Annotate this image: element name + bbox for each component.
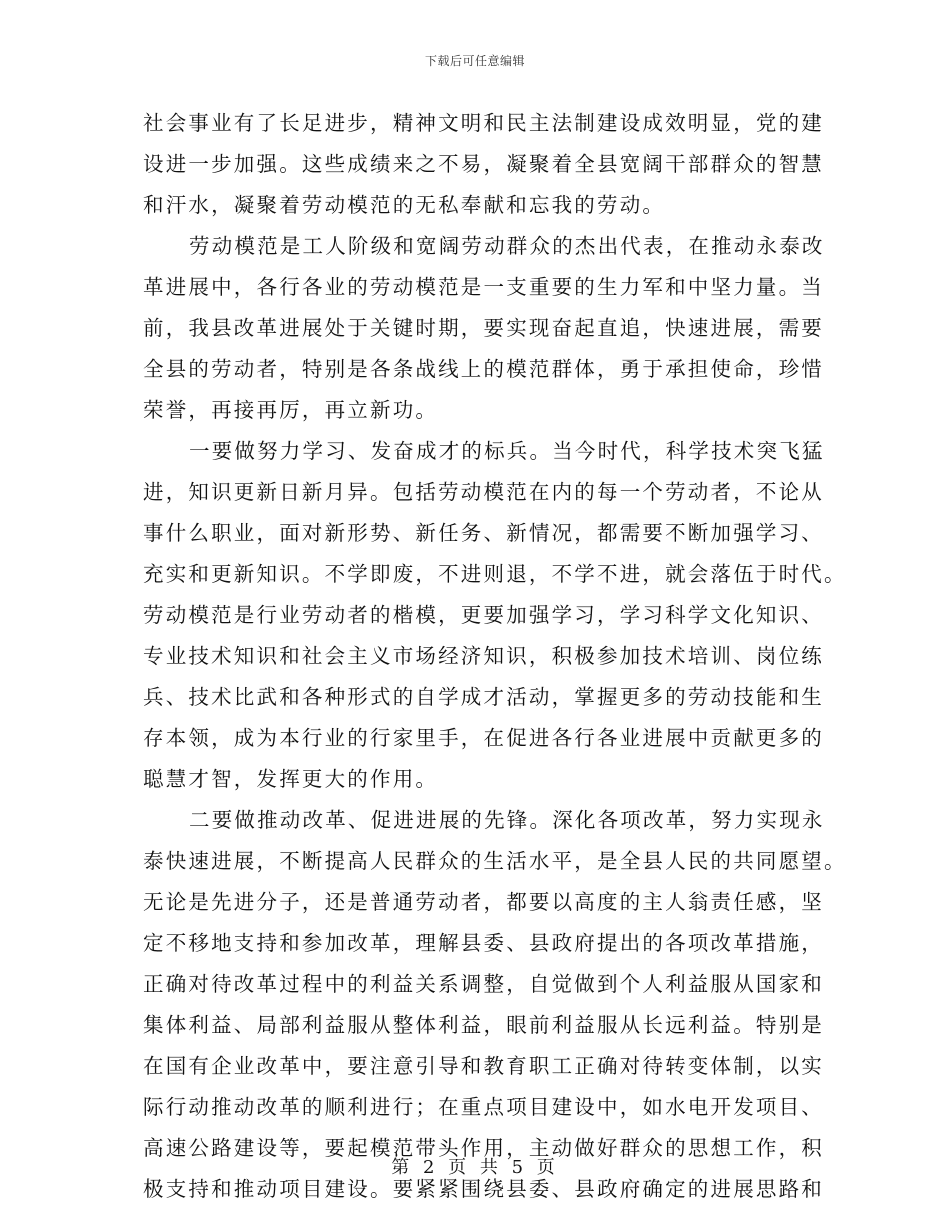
text-line: 兵、技术比武和各种形式的自学成才活动，掌握更多的劳动技能和生: [143, 685, 824, 709]
text-line: 事什么职业，面对新形势、新任务、新情况，都需要不断加强学习、: [143, 521, 824, 545]
text-line: 存本领，成为本行业的行家里手，在促进各行各业进展中贡献更多的: [143, 726, 824, 750]
text-line: 专业技术知识和社会主义市场经济知识，积极参加技术培训、岗位练: [143, 644, 824, 668]
text-line: 在国有企业改革中，要注意引导和教育职工正确对待转变体制，以实: [143, 1054, 824, 1078]
text-line: 泰快速进展，不断提高人民群众的生活水平，是全县人民的共同愿望。: [143, 849, 847, 873]
text-line: 全县的劳动者，特别是各条战线上的模范群体，勇于承担使命，珍惜: [143, 357, 824, 381]
body-text: [143, 103, 847, 1210]
text-line: 无论是先进分子，还是普通劳动者，都要以高度的主人翁责任感，坚: [143, 890, 824, 914]
text-line: 极支持和推动项目建设。要紧紧围绕县委、县政府确定的进展思路和: [143, 1177, 824, 1201]
text-line: 劳动模范是行业劳动者的楷模，更要加强学习，学习科学文化知识、: [143, 603, 824, 627]
text-line: 和汗水，凝聚着劳动模范的无私奉献和忘我的劳动。: [143, 193, 666, 217]
header-note: 下载后可任意编辑: [424, 54, 525, 68]
text-line: 进，知识更新日新月异。包括劳动模范在内的每一个劳动者，不论从: [143, 480, 824, 504]
text-line: 充实和更新知识。不学即废，不进则退，不学不进，就会落伍于时代。: [143, 562, 847, 586]
text-line: 设进一步加强。这些成绩来之不易，凝聚着全县宽阔干部群众的智慧: [143, 152, 824, 176]
text-line: 聪慧才智，发挥更大的作用。: [143, 767, 439, 791]
text-line: 革进展中，各行各业的劳动模范是一支重要的生力军和中坚力量。当: [143, 275, 824, 299]
text-line: 集体利益、局部利益服从整体利益，眼前利益服从长远利益。特别是: [143, 1013, 824, 1037]
text-line: 定不移地支持和参加改革，理解县委、县政府提出的各项改革措施，: [143, 931, 824, 955]
paragraph-first-line: 一要做努力学习、发奋成才的标兵。当今时代，科学技术突飞猛: [189, 439, 825, 463]
text-line: 社会事业有了长足进步，精神文明和民主法制建设成效明显，党的建: [143, 111, 824, 135]
paragraph-first-line: 二要做推动改革、促进进展的先锋。深化各项改革，努力实现永: [189, 808, 825, 832]
text-line: 正确对待改革过程中的利益关系调整，自觉做到个人利益服从国家和: [143, 972, 824, 996]
text-line: 高速公路建设等，要起模范带头作用，主动做好群众的思想工作，积: [143, 1136, 824, 1160]
paragraph-first-line: 劳动模范是工人阶级和宽阔劳动群众的杰出代表，在推动永泰改: [189, 234, 825, 258]
text-line: 前，我县改革进展处于关键时期，要实现奋起直追，快速进展，需要: [143, 316, 824, 340]
text-line: 际行动推动改革的顺利进行；在重点项目建设中，如水电开发项目、: [143, 1095, 824, 1119]
page-number: 第 2 页 共 5 页: [391, 1157, 559, 1178]
text-line: 荣誉，再接再厉，再立新功。: [143, 398, 439, 422]
